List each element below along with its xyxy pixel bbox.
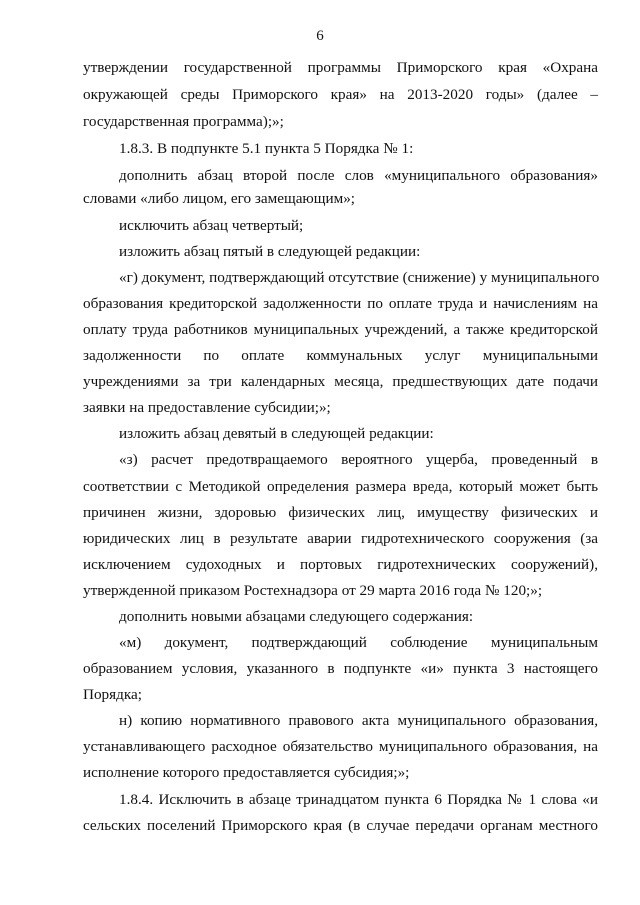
text-line: утверждении государственной программы Приморского края «Охрана <box>83 59 598 76</box>
text-line: образования кредиторской задолженности по оплате труда и начислениям на <box>83 295 598 312</box>
text-line: исключить абзац четвертый; <box>119 217 304 234</box>
text-line: дополнить новыми абзацами следующего содержания: <box>119 608 474 625</box>
text-line: дополнить абзац второй после слов «муниципального образования» <box>119 167 598 184</box>
text-line: учреждениями за три календарных месяца, предшествующих дате подачи <box>83 373 598 390</box>
text-line: причинен жизни, здоровью физических лиц, имуществу физических и <box>83 504 598 521</box>
text-line: 1.8.3. В подпункте 5.1 пункта 5 Порядка № 1: <box>119 140 414 157</box>
text-line: утвержденной приказом Ростехнадзора от 29 марта 2016 года № 120;»; <box>83 582 543 599</box>
text-line: образованием условия, указанного в подпункте «и» пункта 3 настоящего <box>83 660 598 677</box>
page-number: 6 <box>316 28 324 44</box>
text-line: «г) документ, подтверждающий отсутствие (снижение) у муниципального <box>119 269 600 286</box>
text-line: 1.8.4. Исключить в абзаце тринадцатом пункта 6 Порядка № 1 слова «и <box>119 791 598 808</box>
text-line: исполнение которого предоставляется субсидия;»; <box>83 764 410 781</box>
text-line: задолженности по оплате коммунальных услуг муниципальными <box>83 347 598 364</box>
text-line: изложить абзац девятый в следующей редакции: <box>119 425 434 442</box>
text-line: н) копию нормативного правового акта муниципального образования, <box>119 712 598 729</box>
text-line: устанавливающего расходное обязательство муниципального образования, на <box>83 738 598 755</box>
text-line: заявки на предоставление субсидии;»; <box>83 399 331 416</box>
text-line: государственная программа);»; <box>83 113 284 130</box>
text-line: соответствии с Методикой определения размера вреда, который может быть <box>83 478 598 495</box>
text-line: сельских поселений Приморского края (в случае передачи органам местного <box>83 817 598 834</box>
text-line: Порядка; <box>83 686 142 703</box>
text-line: оплату труда работников муниципальных учреждений, а также кредиторской <box>83 321 598 338</box>
text-line: «м) документ, подтверждающий соблюдение муниципальным <box>119 634 598 651</box>
text-line: юридических лиц в результате аварии гидротехнического сооружения (за <box>83 530 598 547</box>
text-line: «з) расчет предотвращаемого вероятного ущерба, проведенный в <box>119 451 598 468</box>
text-line: исключением судоходных и портовых гидротехнических сооружений), <box>83 556 598 573</box>
text-line: изложить абзац пятый в следующей редакции: <box>119 243 421 260</box>
text-line: окружающей среды Приморского края» на 2013-2020 годы» (далее – <box>83 86 598 103</box>
text-line: словами «либо лицом, его замещающим»; <box>83 190 356 207</box>
